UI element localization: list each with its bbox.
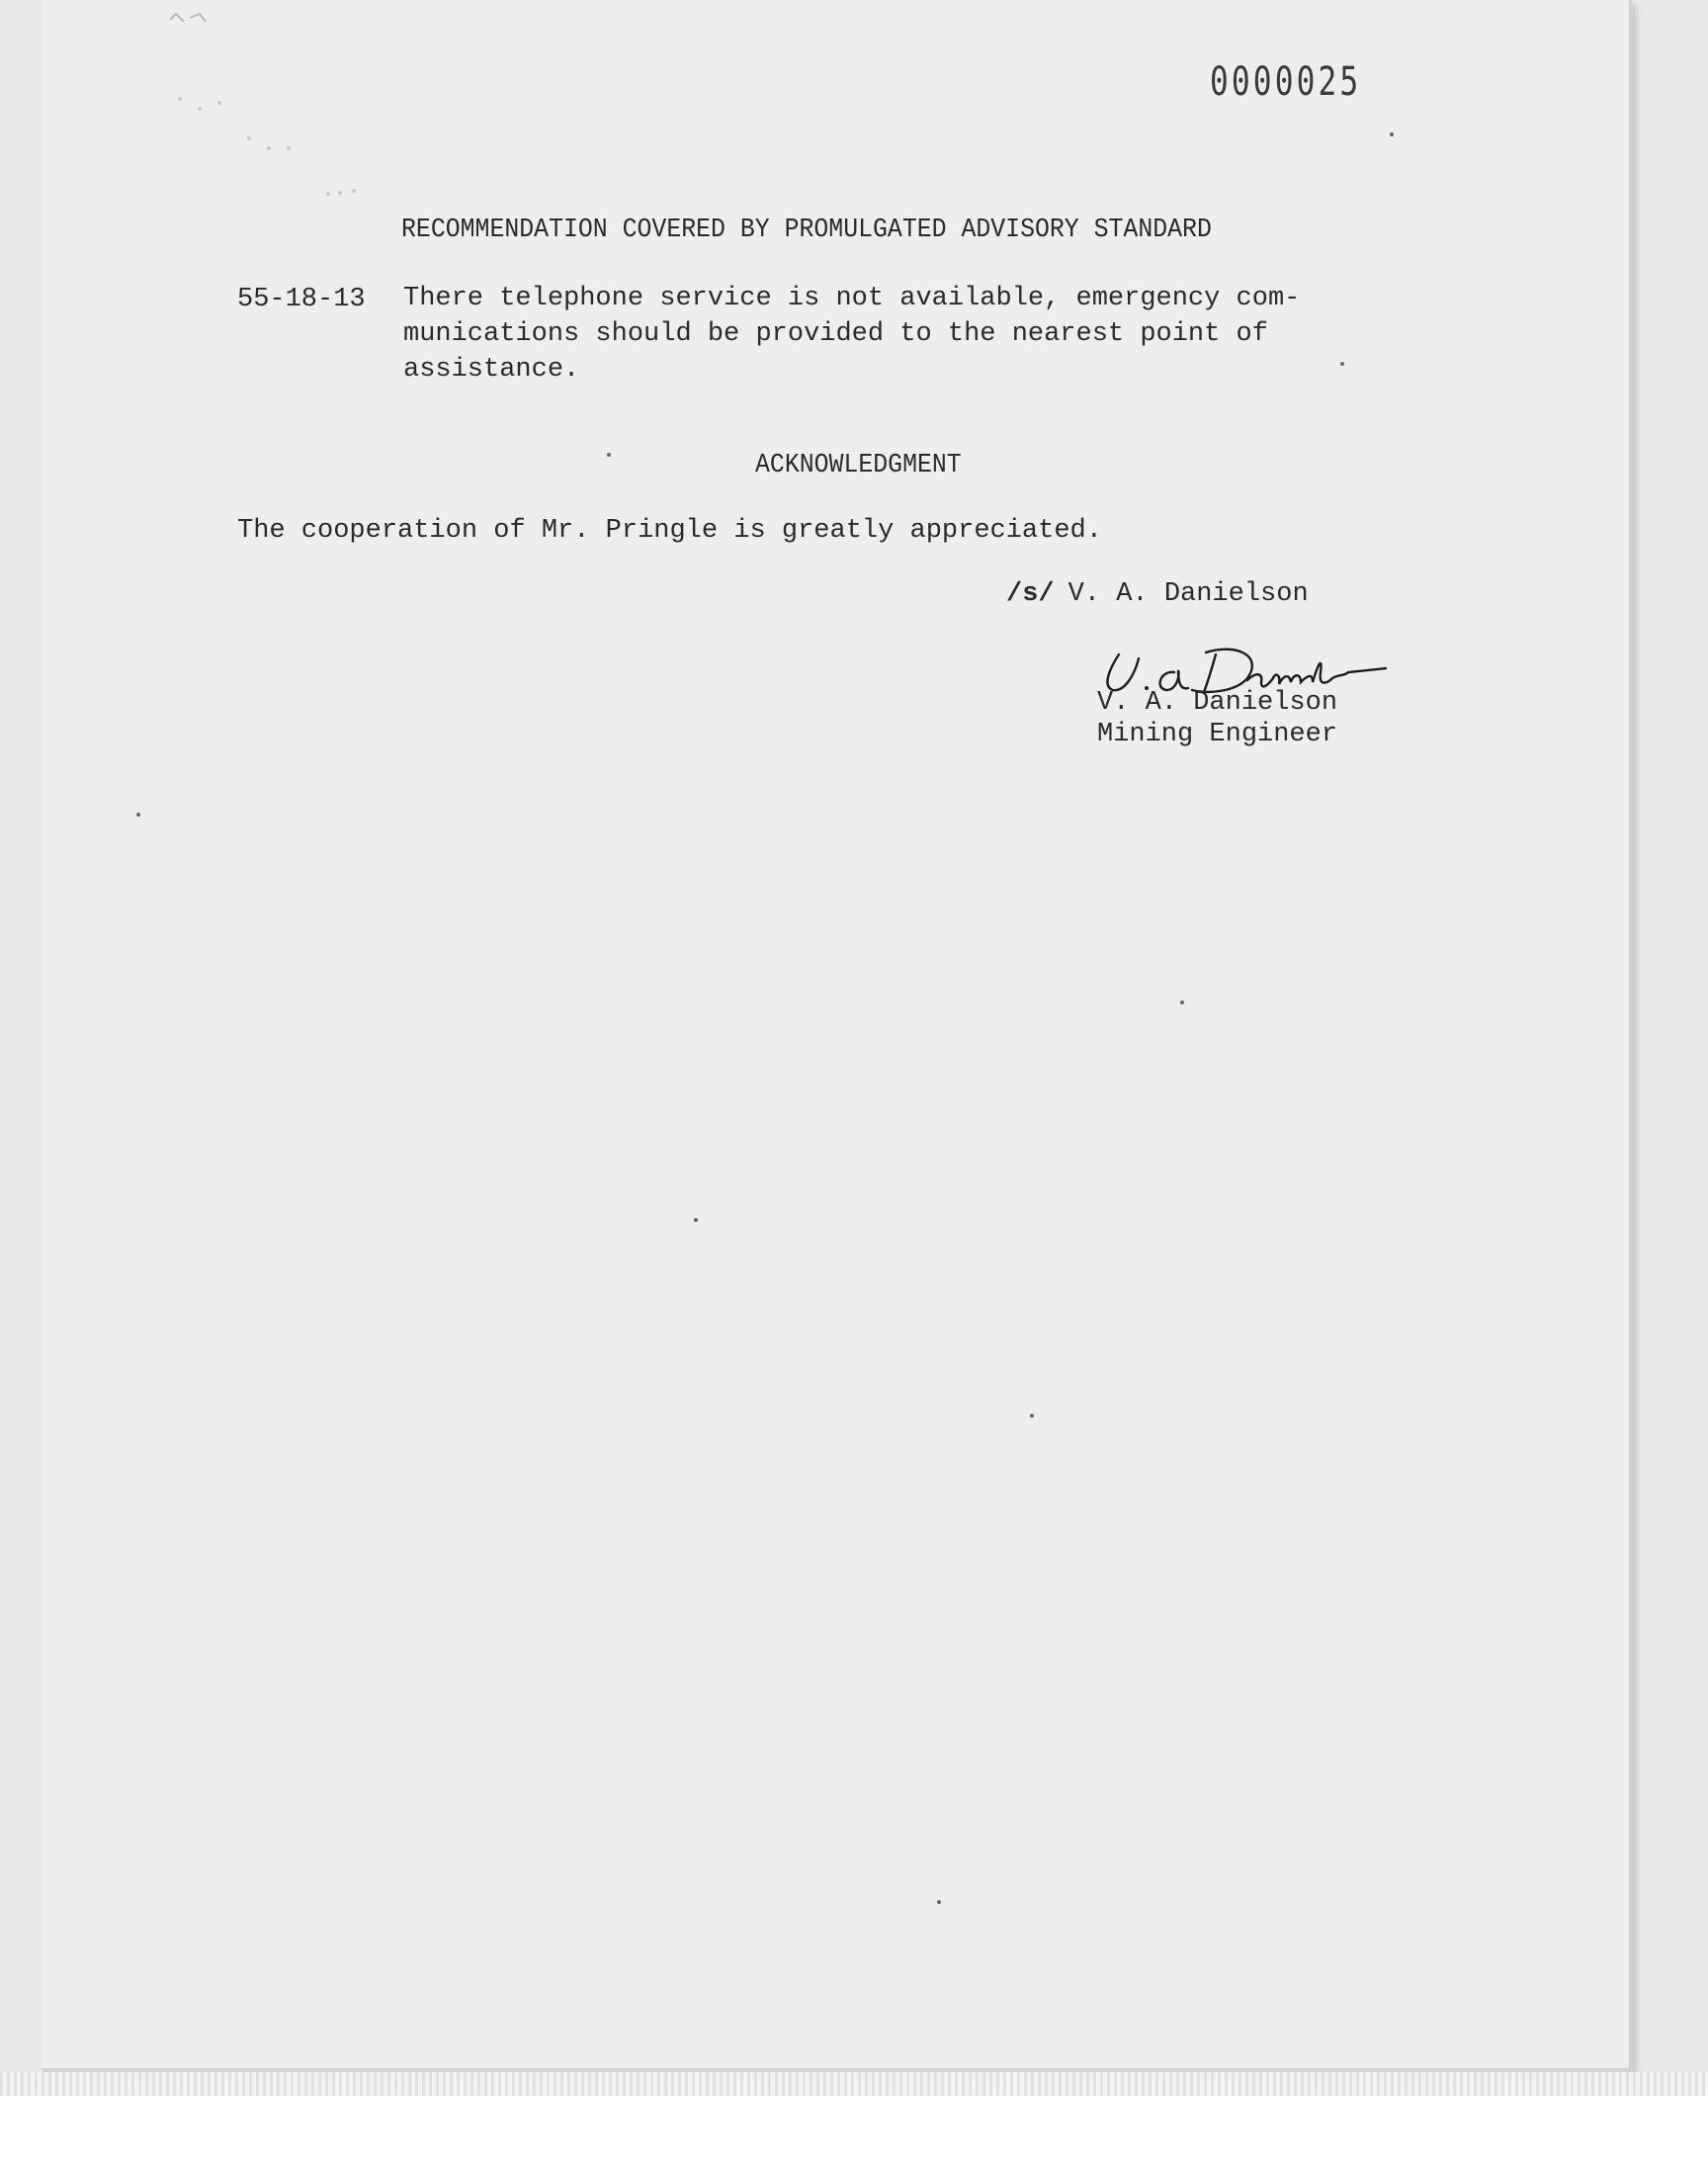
section-heading: RECOMMENDATION COVERED BY PROMULGATED ADVISORY STANDARD: [401, 216, 1212, 245]
signer-title: Mining Engineer: [1097, 720, 1338, 749]
speck: [1030, 1414, 1034, 1418]
acknowledgment-heading: ACKNOWLEDGMENT: [755, 451, 962, 480]
speck: [1180, 1000, 1184, 1004]
speck: [136, 813, 140, 817]
scanner-edge-strip: [0, 2072, 1708, 2096]
acknowledgment-text: The cooperation of Mr. Pringle is greatly appreciated.: [237, 516, 1102, 546]
bleed-through-marks: [160, 0, 516, 198]
recommendation-line: There telephone service is not available, emergency com-: [403, 284, 1301, 313]
typed-signature-line: [1006, 579, 1309, 609]
typed-signature-name: V. A. Danielson: [1068, 579, 1309, 609]
recommendation-line: assistance.: [403, 355, 580, 385]
speck: [607, 453, 611, 457]
document-page: [42, 0, 1631, 2070]
speck: [1390, 132, 1394, 136]
speck: [694, 1218, 698, 1222]
speck: [1340, 362, 1344, 366]
speck: [937, 1900, 941, 1904]
recommendation-code: 55-18-13: [237, 285, 366, 314]
signer-name: V. A. Danielson: [1097, 688, 1338, 718]
signature-mark: /s/: [1006, 579, 1055, 609]
recommendation-text: [403, 281, 1300, 388]
recommendation-line: munications should be provided to the nearest point of: [403, 319, 1268, 349]
page-number: 0000025: [1210, 59, 1362, 105]
